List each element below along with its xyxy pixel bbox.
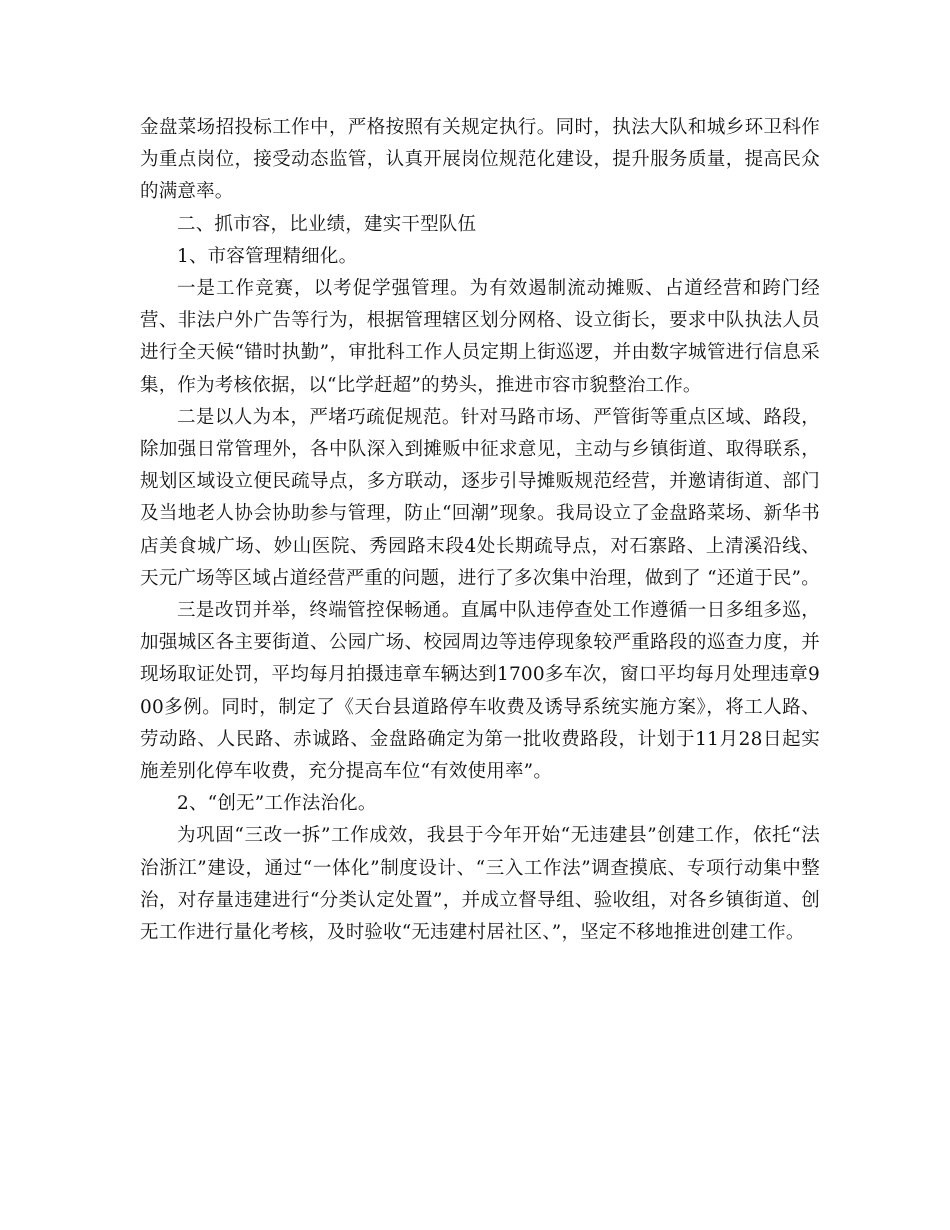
subheading-refined-management: 1、市容管理精细化。 [177, 245, 358, 267]
paragraph-work-competition: 一是工作竞赛，以考促学强管理。为有效遏制流动摊贩、占道经营和跨门经营、非法户外广告等行为，根据管理辖区划分网格、设立街长，要求中队执法人员进行全天候“错时执勤”，审批科工作人员定期上街巡逻，并由数字城管进行信息采集，作为考核依据，以“比学赶超”的势头，推进市容市貌整治工作。 [140, 278, 820, 396]
paragraph-parking-control: 三是改罚并举，终端管控保畅通。直属中队违停查处工作遵循一日多组多巡，加强城区各主要街道、公园广场、校园周边等违停现象较严重路段的巡查力度，并现场取证处罚，平均每月拍摄违章车辆达到1700多车次，窗口平均每月处理违章900多例。同时，制定了《天台县道路停车收费及诱导系统实施方案》，将工人路、劳动路、人民路、赤诚路、金盘路确定为第一批收费路段，计划于11月28日起实施差别化停车收费，充分提高车位“有效使用率”。 [140, 600, 820, 783]
paragraph-people-oriented: 二是以人为本，严堵巧疏促规范。针对马路市场、严管街等重点区域、路段，除加强日常管理外，各中队深入到摊贩中征求意见，主动与乡镇街道、取得联系，规划区域设立便民疏导点，多方联动，逐步引导摊贩规范经营，并邀请街道、部门及当地老人协会协助参与管理，防止“回潮”现象。我局设立了金盘路菜场、新华书店美食城广场、妙山医院、秀园路末段4处长期疏导点，对石寨路、上清溪沿线、天元广场等区域占道经营严重的问题，进行了多次集中治理，做到了 “还道于民”。 [140, 406, 820, 589]
document-body [140, 112, 820, 949]
paragraph-tender-supervision: 金盘菜场招投标工作中，严格按照有关规定执行。同时，执法大队和城乡环卫科作为重点岗位，接受动态监管，认真开展岗位规范化建设，提升服务质量，提高民众的满意率。 [140, 117, 820, 203]
subheading-rule-of-law: 2、“创无”工作法治化。 [177, 793, 377, 815]
section-heading-city-appearance: 二、抓市容，比业绩，建实干型队伍 [177, 213, 477, 235]
paragraph-no-illegal-building: 为巩固“三改一拆”工作成效，我县于今年开始“无违建县”创建工作，依托“法治浙江”建设，通过“一体化”制度设计、“三入工作法”调查摸底、专项行动集中整治，对存量违建进行“分类认定处置”，并成立督导组、验收组，对各乡镇街道、创无工作进行量化考核，及时验收“无违建村居社区、”，坚定不移地推进创建工作。 [140, 825, 820, 944]
